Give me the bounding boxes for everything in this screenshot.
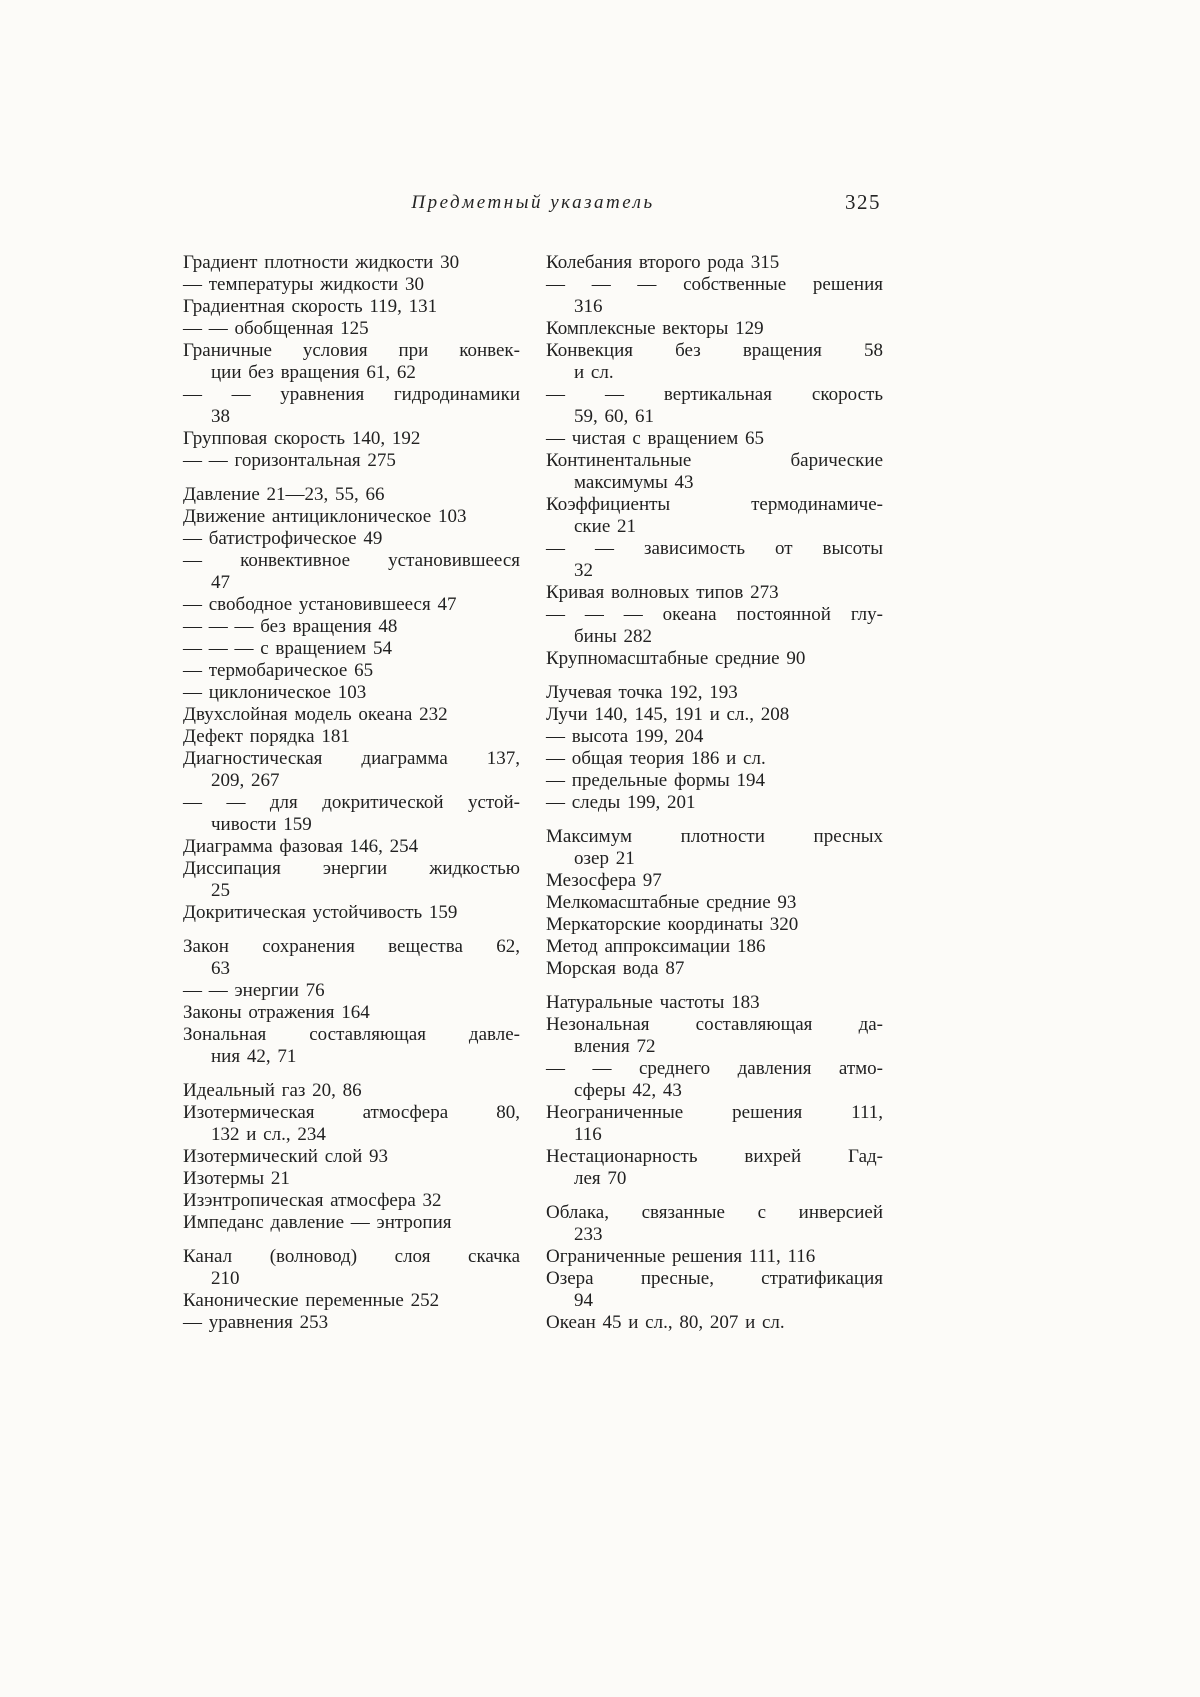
index-line: Давление 21—23, 55, 66	[183, 484, 385, 505]
index-line: 94	[574, 1290, 593, 1311]
index-line: ские 21	[574, 516, 637, 537]
index-line: — конвективное установившееся	[183, 550, 520, 571]
index-line: 116	[574, 1124, 602, 1145]
index-line: Неограниченные решения 111,	[546, 1102, 883, 1123]
index-line: — температуры жидкости 30	[183, 274, 424, 295]
index-line: Канал (волновод) слоя скачка	[183, 1246, 520, 1267]
index-line: — — зависимость от высоты	[546, 538, 883, 559]
index-line: — — вертикальная скорость	[546, 384, 883, 405]
index-line: Градиентная скорость 119, 131	[183, 296, 438, 317]
index-line: — — горизонтальная 275	[183, 450, 396, 471]
index-line: 132 и сл., 234	[211, 1124, 326, 1145]
index-line: Мелкомасштабные средние 93	[546, 892, 797, 913]
running-title: Предметный указатель	[411, 192, 655, 213]
index-line: 63	[211, 958, 230, 979]
index-line: — чистая с вращением 65	[546, 428, 765, 449]
index-line: Дефект порядка 181	[183, 726, 350, 747]
page-number: 325	[845, 190, 881, 214]
page-content	[183, 192, 883, 1334]
index-line: Максимум плотности пресных	[546, 826, 883, 847]
index-line: Движение антициклоническое 103	[183, 506, 467, 527]
index-line: — предельные формы 194	[546, 770, 766, 791]
index-line: 210	[211, 1268, 240, 1289]
group-gap	[546, 980, 883, 992]
index-line: Докритическая устойчивость 159	[183, 902, 458, 923]
index-line: Групповая скорость 140, 192	[183, 428, 421, 449]
index-line: Двухслойная модель океана 232	[183, 704, 448, 725]
index-line: озер 21	[574, 848, 635, 869]
index-line: Колебания второго рода 315	[546, 252, 780, 273]
index-line: — — уравнения гидродинамики	[183, 384, 520, 405]
index-line: ции без вращения 61, 62	[211, 362, 416, 383]
group-gap	[546, 814, 883, 826]
index-line: Крупномасштабные средние 90	[546, 648, 806, 669]
index-line: — термобарическое 65	[183, 660, 374, 681]
index-line: Океан 45 и сл., 80, 207 и сл.	[546, 1312, 785, 1333]
index-line: Лучевая точка 192, 193	[546, 682, 738, 703]
index-line: Диаграмма фазовая 146, 254	[183, 836, 419, 857]
index-line: Озера пресные, стратификация	[546, 1268, 883, 1289]
index-line: — — — собственные решения	[546, 274, 883, 295]
index-line: Конвекция без вращения 58	[546, 340, 883, 361]
group-gap	[546, 670, 883, 682]
group-gap	[183, 924, 520, 936]
group-gap	[183, 1234, 520, 1246]
index-line: Меркаторские координаты 320	[546, 914, 799, 935]
index-line: лея 70	[574, 1168, 627, 1189]
index-line: Законы отражения 164	[183, 1002, 370, 1023]
index-line: — циклоническое 103	[183, 682, 367, 703]
index-line: — свободное установившееся 47	[183, 594, 457, 615]
index-line: сферы 42, 43	[574, 1080, 682, 1101]
index-line: Градиент плотности жидкости 30	[183, 252, 460, 273]
index-line: Канонические переменные 252	[183, 1290, 440, 1311]
page-header	[183, 192, 883, 218]
index-line: Диссипация энергии жидкостью	[183, 858, 520, 879]
index-line: 316	[574, 296, 603, 317]
index-line: — — обобщенная 125	[183, 318, 369, 339]
index-line: Коэффициенты термодинамиче-	[546, 494, 883, 515]
index-line: Лучи 140, 145, 191 и сл., 208	[546, 704, 790, 725]
index-line: Натуральные частоты 183	[546, 992, 760, 1013]
index-line: — общая теория 186 и сл.	[546, 748, 766, 769]
index-line: ния 42, 71	[211, 1046, 297, 1067]
index-line: Комплексные векторы 129	[546, 318, 764, 339]
index-line: — батистрофическое 49	[183, 528, 383, 549]
index-line: Ограниченные решения 111, 116	[546, 1246, 816, 1267]
index-line: Импеданс давление — энтропия	[183, 1212, 452, 1233]
index-line: бины 282	[574, 626, 653, 647]
index-line: Граничные условия при конвек-	[183, 340, 520, 361]
index-line: Метод аппроксимации 186	[546, 936, 766, 957]
index-line: вления 72	[574, 1036, 656, 1057]
index-line: Диагностическая диаграмма 137,	[183, 748, 520, 769]
index-line: чивости 159	[211, 814, 312, 835]
index-line: — — среднего давления атмо-	[546, 1058, 883, 1079]
index-line: Нестационарность вихрей Гад-	[546, 1146, 883, 1167]
index-column-right	[546, 252, 883, 1334]
index-line: Мезосфера 97	[546, 870, 662, 891]
index-line: — высота 199, 204	[546, 726, 704, 747]
index-columns	[183, 252, 883, 1334]
group-gap	[183, 1068, 520, 1080]
index-line: — следы 199, 201	[546, 792, 696, 813]
index-line: максимумы 43	[574, 472, 694, 493]
index-line: 32	[574, 560, 593, 581]
index-line: Изэнтропическая атмосфера 32	[183, 1190, 442, 1211]
index-line: Незональная составляющая да-	[546, 1014, 883, 1035]
index-line: и сл.	[574, 362, 614, 383]
index-line: 233	[574, 1224, 603, 1245]
index-line: Континентальные барические	[546, 450, 883, 471]
index-line: 209, 267	[211, 770, 280, 791]
index-line: — уравнения 253	[183, 1312, 329, 1333]
index-line: 25	[211, 880, 230, 901]
index-line: — — — океана постоянной глу-	[546, 604, 883, 625]
index-line: 38	[211, 406, 230, 427]
index-line: 59, 60, 61	[574, 406, 654, 427]
index-line: — — энергии 76	[183, 980, 325, 1001]
index-line: — — для докритической устой-	[183, 792, 520, 813]
index-line: Изотермическая атмосфера 80,	[183, 1102, 520, 1123]
index-line: — — — с вращением 54	[183, 638, 392, 659]
index-line: Идеальный газ 20, 86	[183, 1080, 362, 1101]
index-line: Морская вода 87	[546, 958, 685, 979]
index-line: 47	[211, 572, 230, 593]
index-line: Зональная составляющая давле-	[183, 1024, 520, 1045]
index-line: Изотермический слой 93	[183, 1146, 389, 1167]
index-line: — — — без вращения 48	[183, 616, 398, 637]
index-column-left	[183, 252, 520, 1334]
index-line: Кривая волновых типов 273	[546, 582, 779, 603]
index-line: Закон сохранения вещества 62,	[183, 936, 520, 957]
index-line: Изотермы 21	[183, 1168, 290, 1189]
group-gap	[183, 472, 520, 484]
index-line: Облака, связанные с инверсией	[546, 1202, 883, 1223]
group-gap	[546, 1190, 883, 1202]
